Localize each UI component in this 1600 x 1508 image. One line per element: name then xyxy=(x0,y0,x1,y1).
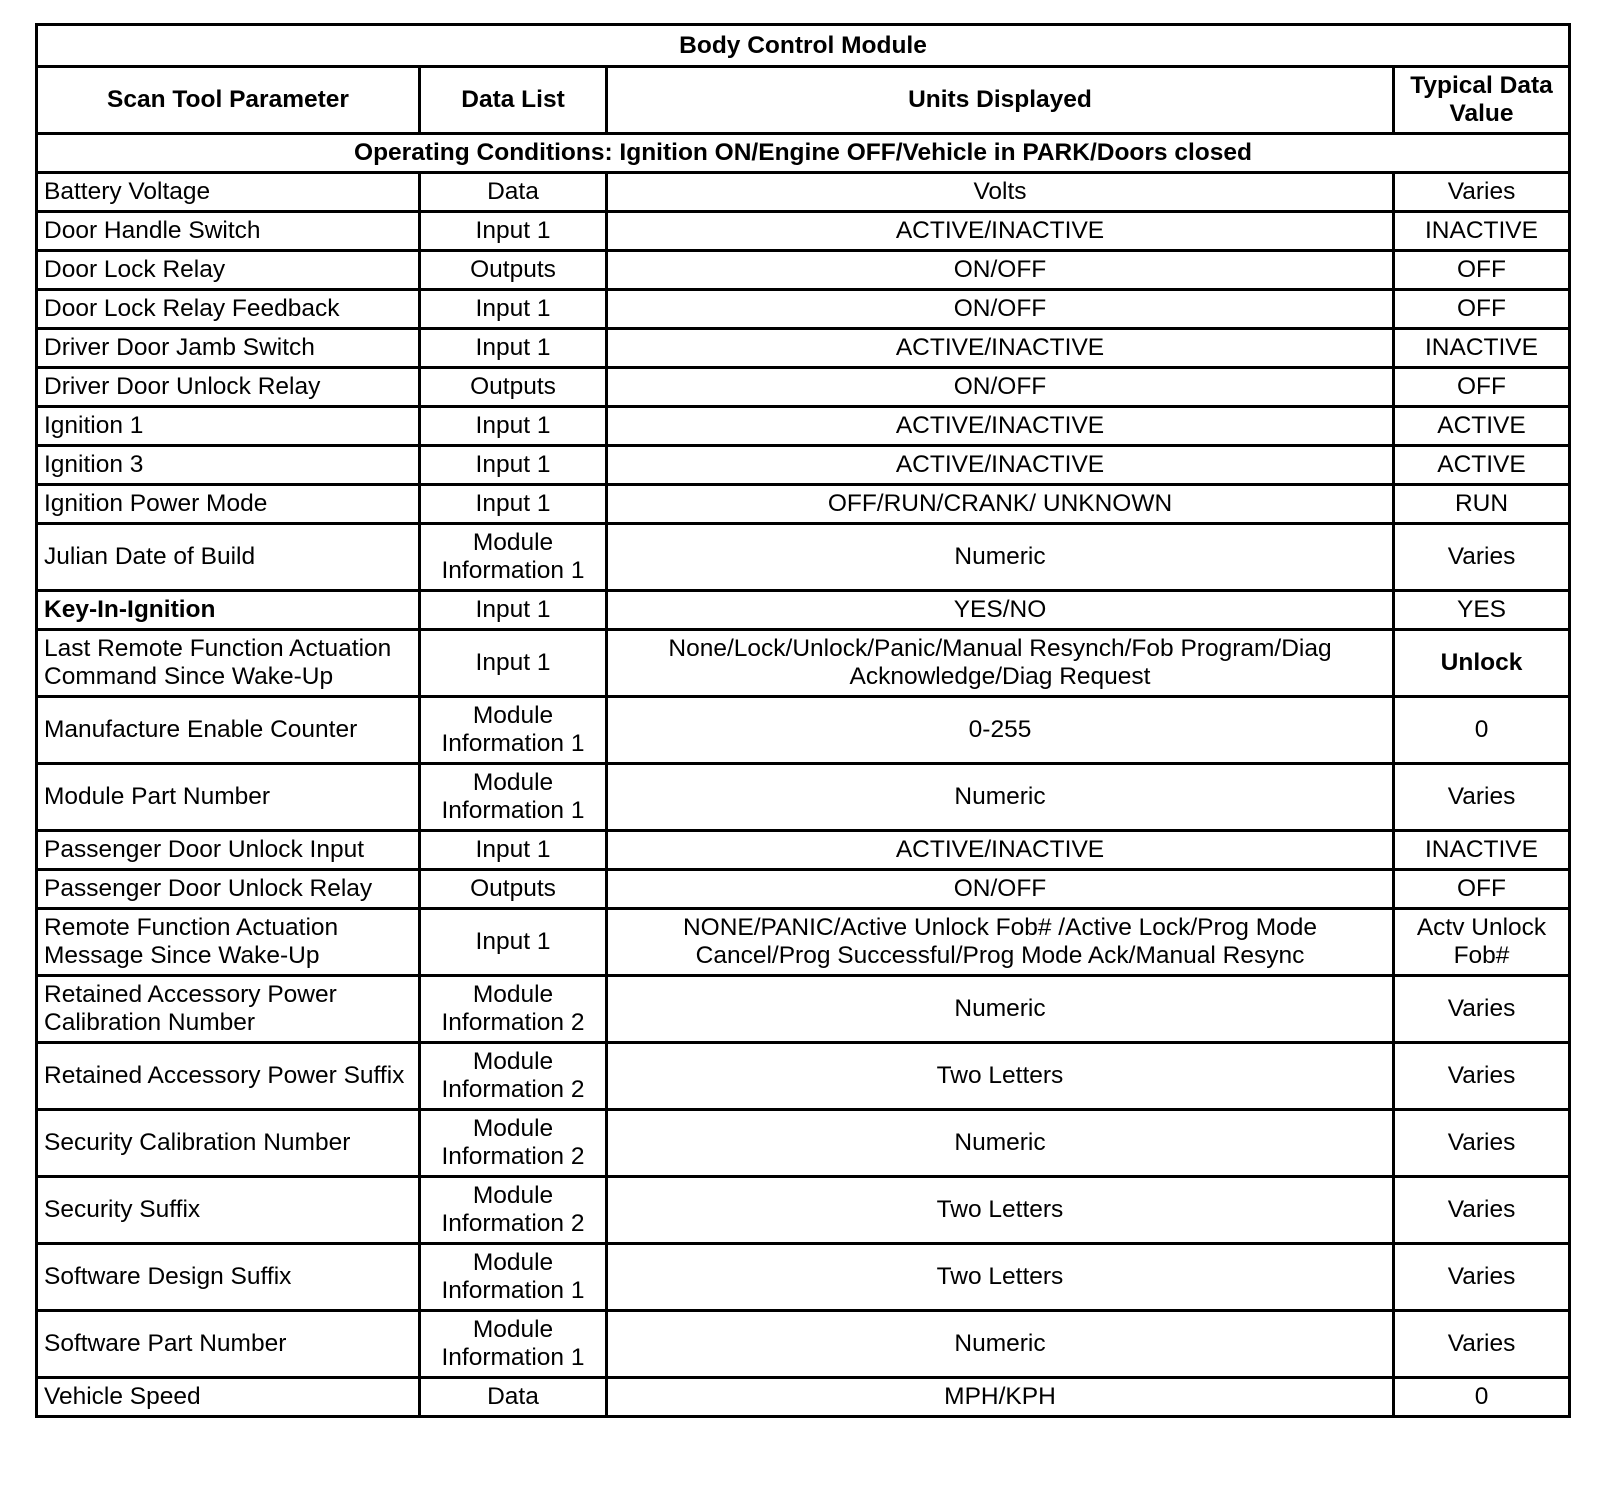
cell-units: Two Letters xyxy=(607,1244,1394,1311)
table-row xyxy=(37,1378,1570,1417)
cell-typical: OFF xyxy=(1394,870,1570,909)
cell-units: ACTIVE/INACTIVE xyxy=(607,407,1394,446)
cell-parameter: Retained Accessory Power Calibration Number xyxy=(37,976,420,1043)
cell-data-list: Input 1 xyxy=(420,591,607,630)
cell-data-list: Input 1 xyxy=(420,909,607,976)
table-row xyxy=(37,1110,1570,1177)
cell-typical: Varies xyxy=(1394,976,1570,1043)
cell-data-list: Module Information 1 xyxy=(420,524,607,591)
cell-data-list: Input 1 xyxy=(420,407,607,446)
cell-typical: YES xyxy=(1394,591,1570,630)
table-row xyxy=(37,976,1570,1043)
table-row xyxy=(37,368,1570,407)
cell-data-list: Input 1 xyxy=(420,485,607,524)
cell-typical: INACTIVE xyxy=(1394,831,1570,870)
cell-parameter: Module Part Number xyxy=(37,764,420,831)
cell-typical: Varies xyxy=(1394,1110,1570,1177)
cell-parameter: Last Remote Function Actuation Command Since Wake-Up xyxy=(37,630,420,697)
cell-typical: ACTIVE xyxy=(1394,407,1570,446)
cell-parameter: Passenger Door Unlock Relay xyxy=(37,870,420,909)
header-data-list: Data List xyxy=(420,67,607,134)
cell-data-list: Input 1 xyxy=(420,329,607,368)
cell-parameter: Door Handle Switch xyxy=(37,212,420,251)
table-row xyxy=(37,446,1570,485)
table-row xyxy=(37,290,1570,329)
cell-typical: 0 xyxy=(1394,1378,1570,1417)
table-row xyxy=(37,212,1570,251)
cell-typical: Actv Unlock Fob# xyxy=(1394,909,1570,976)
cell-typical: Varies xyxy=(1394,1043,1570,1110)
cell-parameter: Software Design Suffix xyxy=(37,1244,420,1311)
table-row xyxy=(37,1244,1570,1311)
cell-units: ON/OFF xyxy=(607,251,1394,290)
cell-parameter: Key-In-Ignition xyxy=(37,591,420,630)
cell-parameter: Software Part Number xyxy=(37,1311,420,1378)
header-scan-tool-parameter: Scan Tool Parameter xyxy=(37,67,420,134)
table-row xyxy=(37,909,1570,976)
cell-parameter: Remote Function Actuation Message Since Wake-Up xyxy=(37,909,420,976)
table-title: Body Control Module xyxy=(37,25,1570,67)
cell-data-list: Module Information 2 xyxy=(420,1043,607,1110)
cell-units: ON/OFF xyxy=(607,290,1394,329)
cell-units: Numeric xyxy=(607,1311,1394,1378)
cell-data-list: Module Information 2 xyxy=(420,1110,607,1177)
cell-data-list: Input 1 xyxy=(420,212,607,251)
table-row xyxy=(37,173,1570,212)
cell-parameter: Door Lock Relay Feedback xyxy=(37,290,420,329)
cell-parameter: Passenger Door Unlock Input xyxy=(37,831,420,870)
cell-typical: INACTIVE xyxy=(1394,212,1570,251)
cell-data-list: Module Information 1 xyxy=(420,1311,607,1378)
cell-parameter: Driver Door Unlock Relay xyxy=(37,368,420,407)
cell-units: ON/OFF xyxy=(607,870,1394,909)
cell-parameter: Julian Date of Build xyxy=(37,524,420,591)
cell-data-list: Outputs xyxy=(420,368,607,407)
table-row xyxy=(37,831,1570,870)
table-row xyxy=(37,485,1570,524)
cell-parameter: Vehicle Speed xyxy=(37,1378,420,1417)
cell-units: Two Letters xyxy=(607,1043,1394,1110)
cell-parameter: Security Suffix xyxy=(37,1177,420,1244)
cell-data-list: Module Information 1 xyxy=(420,1244,607,1311)
cell-data-list: Data xyxy=(420,173,607,212)
cell-typical: OFF xyxy=(1394,251,1570,290)
table-title-row xyxy=(37,25,1570,67)
table-row xyxy=(37,764,1570,831)
table-row xyxy=(37,591,1570,630)
table-row xyxy=(37,524,1570,591)
cell-data-list: Module Information 1 xyxy=(420,697,607,764)
cell-parameter: Retained Accessory Power Suffix xyxy=(37,1043,420,1110)
cell-parameter: Ignition 3 xyxy=(37,446,420,485)
table-row xyxy=(37,697,1570,764)
cell-data-list: Outputs xyxy=(420,251,607,290)
cell-parameter: Driver Door Jamb Switch xyxy=(37,329,420,368)
cell-units: Numeric xyxy=(607,524,1394,591)
cell-parameter: Security Calibration Number xyxy=(37,1110,420,1177)
cell-data-list: Input 1 xyxy=(420,630,607,697)
table-body xyxy=(37,173,1570,1417)
cell-typical: Varies xyxy=(1394,1244,1570,1311)
header-units-displayed: Units Displayed xyxy=(607,67,1394,134)
cell-data-list: Module Information 1 xyxy=(420,764,607,831)
cell-units: Numeric xyxy=(607,1110,1394,1177)
cell-units: NONE/PANIC/Active Unlock Fob# /Active Lock/Prog Mode Cancel/Prog Successful/Prog Mode Ack/Manual Resync xyxy=(607,909,1394,976)
cell-typical: OFF xyxy=(1394,290,1570,329)
cell-units: Numeric xyxy=(607,764,1394,831)
cell-typical: RUN xyxy=(1394,485,1570,524)
cell-units: MPH/KPH xyxy=(607,1378,1394,1417)
cell-parameter: Ignition Power Mode xyxy=(37,485,420,524)
cell-units: ACTIVE/INACTIVE xyxy=(607,329,1394,368)
table-row xyxy=(37,329,1570,368)
cell-data-list: Module Information 2 xyxy=(420,1177,607,1244)
cell-parameter: Battery Voltage xyxy=(37,173,420,212)
cell-data-list: Outputs xyxy=(420,870,607,909)
cell-units: None/Lock/Unlock/Panic/Manual Resynch/Fob Program/Diag Acknowledge/Diag Request xyxy=(607,630,1394,697)
cell-data-list: Input 1 xyxy=(420,831,607,870)
cell-parameter: Door Lock Relay xyxy=(37,251,420,290)
header-typical-data-value: Typical Data Value xyxy=(1394,67,1570,134)
cell-typical: 0 xyxy=(1394,697,1570,764)
operating-conditions: Operating Conditions: Ignition ON/Engine OFF/Vehicle in PARK/Doors closed xyxy=(37,134,1570,173)
cell-units: Numeric xyxy=(607,976,1394,1043)
table-row xyxy=(37,1177,1570,1244)
cell-data-list: Module Information 2 xyxy=(420,976,607,1043)
table-row xyxy=(37,251,1570,290)
cell-parameter: Ignition 1 xyxy=(37,407,420,446)
cell-data-list: Input 1 xyxy=(420,290,607,329)
cell-units: ACTIVE/INACTIVE xyxy=(607,212,1394,251)
cell-typical: OFF xyxy=(1394,368,1570,407)
operating-conditions-row xyxy=(37,134,1570,173)
cell-typical: Varies xyxy=(1394,1177,1570,1244)
cell-data-list: Data xyxy=(420,1378,607,1417)
table-row xyxy=(37,407,1570,446)
cell-typical: INACTIVE xyxy=(1394,329,1570,368)
cell-typical: Varies xyxy=(1394,173,1570,212)
cell-parameter: Manufacture Enable Counter xyxy=(37,697,420,764)
cell-typical: Unlock xyxy=(1394,630,1570,697)
table-row xyxy=(37,1043,1570,1110)
table-row xyxy=(37,630,1570,697)
cell-units: OFF/RUN/CRANK/ UNKNOWN xyxy=(607,485,1394,524)
cell-units: ON/OFF xyxy=(607,368,1394,407)
table-row xyxy=(37,870,1570,909)
cell-typical: Varies xyxy=(1394,764,1570,831)
cell-typical: ACTIVE xyxy=(1394,446,1570,485)
cell-data-list: Input 1 xyxy=(420,446,607,485)
cell-units: 0-255 xyxy=(607,697,1394,764)
cell-units: ACTIVE/INACTIVE xyxy=(607,446,1394,485)
column-header-row xyxy=(37,67,1570,134)
cell-units: Volts xyxy=(607,173,1394,212)
bcm-data-table xyxy=(35,23,1571,1418)
cell-typical: Varies xyxy=(1394,524,1570,591)
table-row xyxy=(37,1311,1570,1378)
cell-units: ACTIVE/INACTIVE xyxy=(607,831,1394,870)
cell-units: Two Letters xyxy=(607,1177,1394,1244)
cell-typical: Varies xyxy=(1394,1311,1570,1378)
cell-units: YES/NO xyxy=(607,591,1394,630)
